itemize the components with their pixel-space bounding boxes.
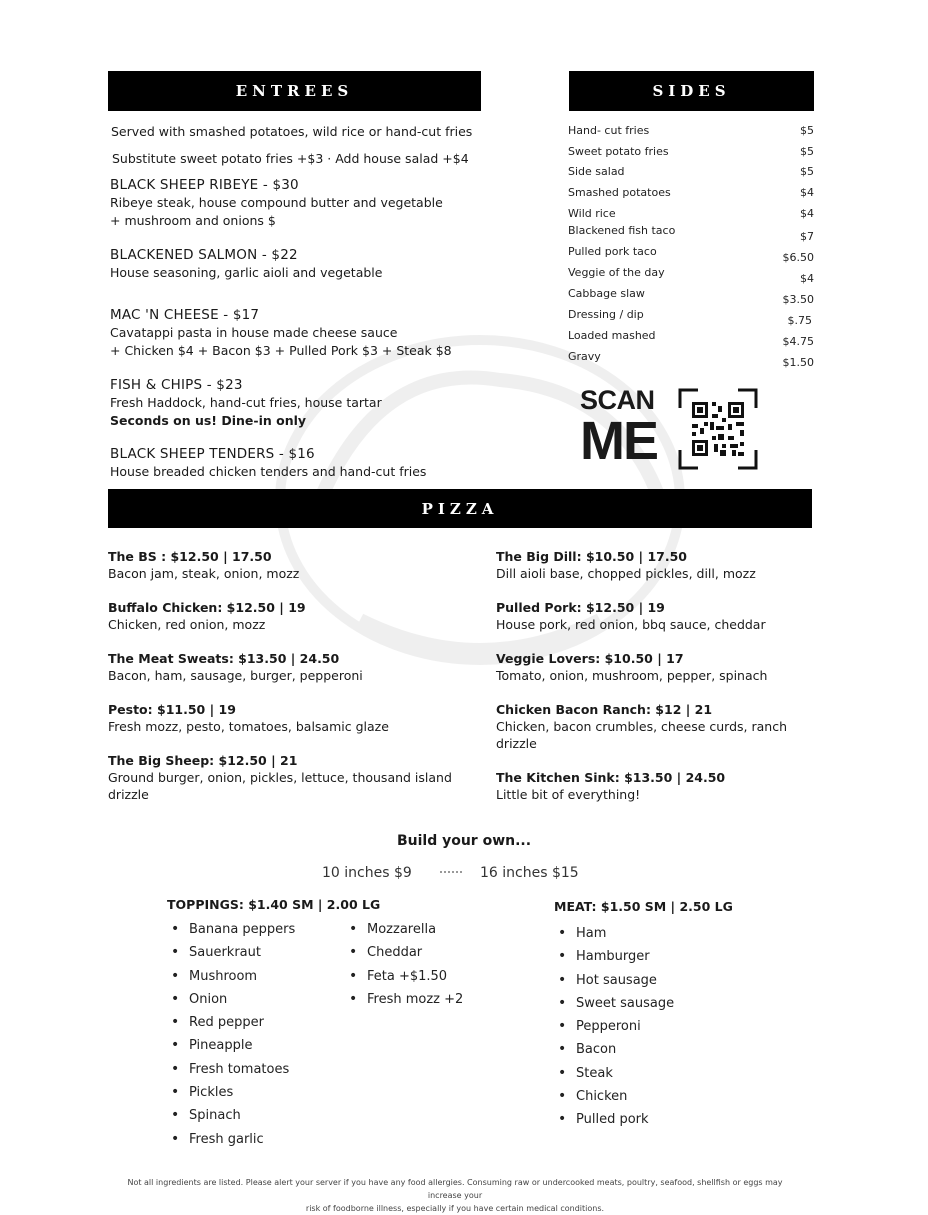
pizza-title: The Kitchen Sink: $13.50 | 24.50: [496, 770, 726, 785]
side-item: [568, 207, 814, 223]
entree-item: [110, 176, 500, 230]
cheese-list: [345, 922, 463, 1015]
pizza-item: [496, 599, 826, 633]
meat-heading: MEAT: $1.50 SM | 2.50 LG: [554, 899, 733, 914]
side-name: Hand- cut fries: [568, 124, 650, 137]
list-item: • Pickles: [167, 1085, 295, 1108]
entree-name: BLACKENED SALMON - $22: [110, 247, 298, 263]
pizza-item: [496, 650, 826, 684]
side-item: [568, 124, 814, 140]
entree-name: MAC 'N CHEESE - $17: [110, 307, 260, 323]
entree-desc: Ribeye steak, house compound butter and vegetable: [110, 195, 443, 210]
size-separator: [440, 871, 462, 873]
entree-item: [110, 306, 500, 360]
pizza-title: The BS : $12.50 | 17.50: [108, 549, 272, 564]
side-name: Loaded mashed: [568, 329, 656, 342]
me-label: ME: [580, 411, 657, 471]
entree-item: [110, 445, 500, 481]
side-item: [568, 329, 814, 348]
side-price: $3.50: [782, 293, 814, 306]
scan-me-block: [580, 385, 760, 473]
list-item: • Fresh mozz +2: [345, 992, 463, 1015]
pizza-desc: Little bit of everything!: [496, 787, 641, 802]
allergy-disclaimer: [110, 1176, 800, 1215]
list-item: • Banana peppers: [167, 922, 295, 945]
entree-name: FISH & CHIPS - $23: [110, 377, 243, 393]
list-item: • Sauerkraut: [167, 945, 295, 968]
scan-label: SCAN: [580, 385, 655, 415]
pizza-title: The Big Sheep: $12.50 | 21: [108, 753, 298, 768]
side-item: [568, 245, 814, 264]
side-name: Blackened fish taco: [568, 224, 676, 237]
list-item: • Mushroom: [167, 969, 295, 992]
side-item: [568, 186, 814, 202]
pizza-item: [108, 650, 438, 684]
side-name: Wild rice: [568, 207, 616, 220]
side-price: $1.50: [782, 356, 814, 369]
entree-promo: Seconds on us! Dine-in only: [110, 413, 307, 428]
pizza-item: [108, 548, 438, 582]
side-item: [568, 287, 814, 306]
pizza-heading: PIZZA: [108, 489, 812, 528]
pizza-desc: Bacon, ham, sausage, burger, pepperoni: [108, 668, 363, 683]
entree-desc: House breaded chicken tenders and hand-cut fries: [110, 464, 427, 479]
list-item: • Steak: [554, 1066, 674, 1089]
pizza-item: [108, 599, 438, 633]
list-item: • Cheddar: [345, 945, 463, 968]
pizza-desc: Chicken, bacon crumbles, cheese curds, ranch drizzle: [496, 719, 788, 751]
list-item: • Mozzarella: [345, 922, 463, 945]
side-price: $5: [800, 165, 814, 178]
list-item: • Hot sausage: [554, 973, 674, 996]
disclaimer-line: Not all ingredients are listed. Please alert your server if you have any food allergies. Consuming raw or undercooked meats, poultry, seafood, shellfish or eggs may increase your: [127, 1178, 783, 1200]
size-small: 10 inches $9: [322, 865, 412, 881]
side-price: $4: [800, 186, 814, 199]
side-price: $4: [800, 207, 814, 220]
entree-name: BLACK SHEEP RIBEYE - $30: [110, 177, 299, 193]
side-name: Veggie of the day: [568, 266, 665, 279]
qr-code-icon[interactable]: [678, 388, 758, 470]
side-price: $5: [800, 145, 814, 158]
list-item: • Onion: [167, 992, 295, 1015]
side-price: $5: [800, 124, 814, 137]
side-price: $7: [800, 230, 814, 243]
side-name: Dressing / dip: [568, 308, 644, 321]
toppings-heading: TOPPINGS: $1.40 SM | 2.00 LG: [167, 897, 381, 912]
side-price: $.75: [787, 314, 812, 327]
pizza-item: [108, 752, 468, 803]
pizza-title: The Meat Sweats: $13.50 | 24.50: [108, 651, 340, 666]
list-item: • Fresh garlic: [167, 1132, 295, 1155]
entree-desc: Cavatappi pasta in house made cheese sauce: [110, 325, 398, 340]
pizza-desc: Ground burger, onion, pickles, lettuce, thousand island drizzle: [108, 770, 452, 802]
side-name: Gravy: [568, 350, 601, 363]
list-item: • Chicken: [554, 1089, 674, 1112]
side-item: [568, 350, 814, 369]
side-item: [568, 266, 814, 285]
entree-item: [110, 376, 500, 430]
entree-name: BLACK SHEEP TENDERS - $16: [110, 446, 315, 462]
list-item: • Pepperoni: [554, 1019, 674, 1042]
list-item: • Pineapple: [167, 1038, 295, 1061]
side-name: Sweet potato fries: [568, 145, 669, 158]
entree-desc: + mushroom and onions $: [110, 213, 276, 228]
list-item: • Spinach: [167, 1108, 295, 1131]
entree-desc: House seasoning, garlic aioli and vegetable: [110, 265, 383, 280]
side-name: Smashed potatoes: [568, 186, 671, 199]
toppings-list: [167, 922, 295, 1155]
pizza-title: Chicken Bacon Ranch: $12 | 21: [496, 702, 713, 717]
size-large: 16 inches $15: [480, 865, 579, 881]
meat-list: [554, 926, 674, 1136]
side-item: [568, 224, 814, 243]
list-item: • Bacon: [554, 1042, 674, 1065]
side-item: [568, 165, 814, 181]
pizza-item: [108, 701, 438, 735]
side-price: $4: [800, 272, 814, 285]
pizza-title: Buffalo Chicken: $12.50 | 19: [108, 600, 306, 615]
entree-desc: + Chicken $4 + Bacon $3 + Pulled Pork $3 + Steak $8: [110, 343, 452, 358]
list-item: • Feta +$1.50: [345, 969, 463, 992]
list-item: • Sweet sausage: [554, 996, 674, 1019]
pizza-desc: Fresh mozz, pesto, tomatoes, balsamic glaze: [108, 719, 389, 734]
pizza-title: The Big Dill: $10.50 | 17.50: [496, 549, 687, 564]
side-name: Cabbage slaw: [568, 287, 645, 300]
pizza-title: Pesto: $11.50 | 19: [108, 702, 236, 717]
pizza-title: Veggie Lovers: $10.50 | 17: [496, 651, 684, 666]
pizza-desc: Chicken, red onion, mozz: [108, 617, 266, 632]
pizza-item: [496, 701, 820, 752]
pizza-desc: House pork, red onion, bbq sauce, cheddar: [496, 617, 766, 632]
list-item: • Red pepper: [167, 1015, 295, 1038]
sides-heading: SIDES: [569, 71, 814, 111]
pizza-item: [496, 769, 826, 803]
pizza-title: Pulled Pork: $12.50 | 19: [496, 600, 665, 615]
list-item: • Hamburger: [554, 949, 674, 972]
list-item: • Ham: [554, 926, 674, 949]
side-name: Pulled pork taco: [568, 245, 657, 258]
side-item: [568, 145, 814, 161]
side-price: $6.50: [782, 251, 814, 264]
entrees-heading: ENTREES: [108, 71, 481, 111]
entrees-note-sides: Served with smashed potatoes, wild rice or hand-cut fries: [111, 124, 473, 139]
list-item: • Fresh tomatoes: [167, 1062, 295, 1085]
list-item: • Pulled pork: [554, 1112, 674, 1135]
side-item: [568, 308, 814, 327]
entree-item: [110, 246, 500, 282]
disclaimer-line: risk of foodborne illness, especially if you have certain medical conditions.: [305, 1204, 605, 1213]
pizza-desc: Dill aioli base, chopped pickles, dill, mozz: [496, 566, 756, 581]
build-your-own-title: Build your own...: [396, 833, 532, 849]
side-name: Side salad: [568, 165, 625, 178]
pizza-item: [496, 548, 826, 582]
entrees-note-substitute: Substitute sweet potato fries +$3 · Add house salad +$4: [112, 151, 469, 166]
pizza-desc: Bacon jam, steak, onion, mozz: [108, 566, 300, 581]
entree-desc: Fresh Haddock, hand-cut fries, house tartar: [110, 395, 382, 410]
pizza-desc: Tomato, onion, mushroom, pepper, spinach: [496, 668, 768, 683]
side-price: $4.75: [782, 335, 814, 348]
